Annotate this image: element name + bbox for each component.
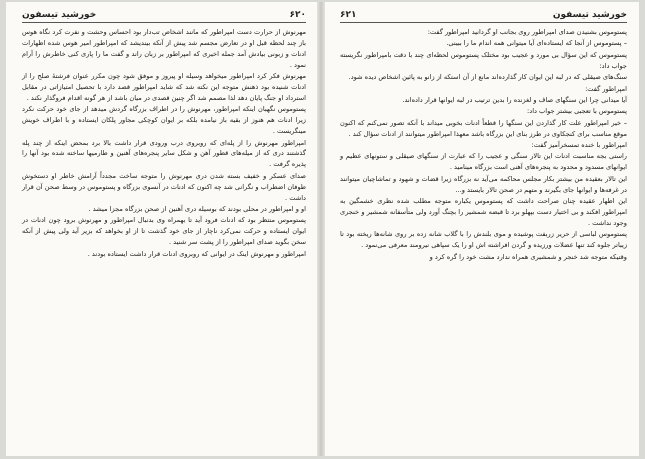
left-page-running-title: خورشید تیسفون (22, 10, 97, 20)
paragraph: این تالار بعقیده من بیشتر بکار مجلس محاکمه می‌آید نه بزرگاه زیرا قضات و شهود و تماشاچیان میتوانند در غرفه‌ها و ایوانها جای بگیرند و متهم در صحن تالار بایستد و... (340, 174, 627, 194)
paragraph: وقتیکه متوجه شد خنجر و شمشیری همراه ندارد مشت خود را گره کرد و (429, 252, 627, 261)
left-page (6, 2, 318, 456)
right-page-text (340, 27, 627, 263)
right-page-running-title: خورشید تیسفون (552, 10, 627, 20)
paragraph: مهرنوش فکر کرد امپراطور میخواهد وسیله او پیروز و موفق شود چون مکرر عنوان فرشتهٔ صلح را از ادنات شنیده بود ذهنش متوجه این نکته شد که شاید امپراطور قصد دارد با تحصیل امتیازاتی در مقابل استرداد او جنگ پایان دهد لذا مصمم شد اگر چنین قصدی در میان باشد از هر گونه اقدام فروگذار نکند . (22, 72, 306, 102)
paragraph: پستوموس با تعجبی بیشتر جواب داد: (527, 107, 627, 116)
right-page-header (340, 10, 627, 23)
paragraph: پستوموس لباسی از حریر زربفت پوشیده و موی بلندش را با گلاب شانه زده بر روی شانه‌ها ریخته بود تا زیباتر جلوه کند تنها عضلات ورزیده و گردن افراشته اش او را یک سپاهی نیرومند معرفی می‌نمود . (340, 230, 627, 250)
paragraph: پستوموس منتظر بود که ادنات فرود آید تا بهمراه وی بدنبال امپراطور و مهرنوش برود چون ادنات در ایوان ایستاده و حرکت نمی‌کرد ناچار از جای خود گذشت تا از او بخواهد که بزیر آید ولی پیش از آنکه سخن بگوید صدای امپراطور را از پشت سر شنید . (22, 216, 306, 247)
paragraph: آیا میدانی چرا این سنگهای صاف و لغزنده را بدین ترتیب در لبه ایوانها قرار داده‌اند. (402, 95, 627, 104)
paragraph: او و امپراطور در محلی بودند که بوسیله دری آهنین از صحن بزرگاه مجزا میشد . (88, 205, 306, 213)
right-page (324, 2, 639, 456)
paragraph: – پستوموس از آنجا که ایستاده‌ای آیا میتوانی همه اندام ما را ببینی. (446, 39, 627, 48)
paragraph: مهرنوش از حرارت دست امپراطور که مانند اشخاص تب‌دار بود احساس وحشت و نفرت کرد نگاه هوس باز چند لحظه قبل او در تعارض مجسم شد پیش از آنکه بیندیشد که امپراطور امیر هوس شده اظهارات ادنات و زبونی بیادش آمد جمله اخیری که امپراطور بر زبان راند و گفت ما را پاری کنی خاطرش را آرام نمود . (22, 28, 306, 69)
paragraph: امپراطور با خنده تمسخرآمیز گفت: (531, 141, 627, 150)
paragraph: امپراطور گفت: (585, 84, 627, 93)
paragraph: این اظهار عقیده چنان صراحت داشت که پستوموس یکباره متوجه مطلب شده نظری خشمگین به امپراطور افکند و بی اختیار دست بپهلو برد تا قبضه شمشیر را بچنگ آورد ولی متأسفانه شمشیر و خنجری وجود نداشت . (340, 197, 627, 227)
paragraph: صدای عسکر و خفیف بسته شدن دری مهرنوش را متوجه ساخت مجدداً آرامش خاطر او دستخوش طوفان اضطراب و نگرانی شد چه اکنون که ادنات در آنسوی بزرگاه و پستوموس در وسط صحن آن قرار داشت . (22, 171, 306, 202)
right-page-number: ۶۲۱ (340, 10, 357, 20)
left-page-number: ۶۲۰ (289, 10, 306, 20)
paragraph: راستی بجه مناسبت ادنات این تالار سنگی و عجیب را که عبارت از سنگهای صیقلی و ستونهای عظیم و ایوانهای مسدود و محدود به پنجره‌های آهنی است بزرگاه مینامید . (340, 152, 627, 172)
paragraph: امپراطور و مهرنوش اینک در ایوانی که روبروی ادنات قرار داشت ایستاده بودند . (87, 249, 306, 258)
paragraph: – خیر امپراطور علت کار گذاردن این سنگها را قطعاً ادنات بخوبی میداند با آنکه تصور نمی‌کنم که اکنون موقع مناسب برای کنجکاوی در طرز بنای این بزرگاه باشد معهذا امپراطور میتوانند از ادنات سؤال کند . (340, 118, 627, 138)
paragraph: پستوموس بشنیدن صدای امپراطور روی بجانب او گردانید امپراطور گفت: (427, 28, 627, 36)
paragraph: امپراطور مهرنوش را از پله‌ای که روبروی درب ورودی قرار داشت بالا برد بمحض اینکه از چند پله گذشتند دری که از میله‌های قطور آهن و شکل سایر پنجره‌های آهنین و طارمیها ساخته شده بود آنها را پذیره گرفت . (22, 138, 306, 169)
left-page-text (22, 27, 306, 260)
paragraph: پستوموس نگهبان اینکه امپراطور، مهرنوش را در اطراف بزرگاه گردش میدهد از جای خود حرکت نکرد زیرا ادنات هم هنوز از بقیه باز نیامده بلکه بر ایوان کوچکی مجاور پلکان ایستاده و با اطراف خویش مینگریست . (22, 105, 306, 136)
left-page-header (22, 10, 306, 23)
paragraph: سنگ‌های صیقلی که در لبه این ایوان کار گذارده‌اند مانع از آن استکه از زانو به پائین اشخاص دیده شود. (348, 73, 627, 82)
book-spread (6, 2, 639, 456)
paragraph: پستوموس که این سؤال بی مورد و عجیب بود مختلک پستوموس لحظه‌ای چند با دقت بامپراطور نگریسته جواب داد: (340, 50, 627, 70)
